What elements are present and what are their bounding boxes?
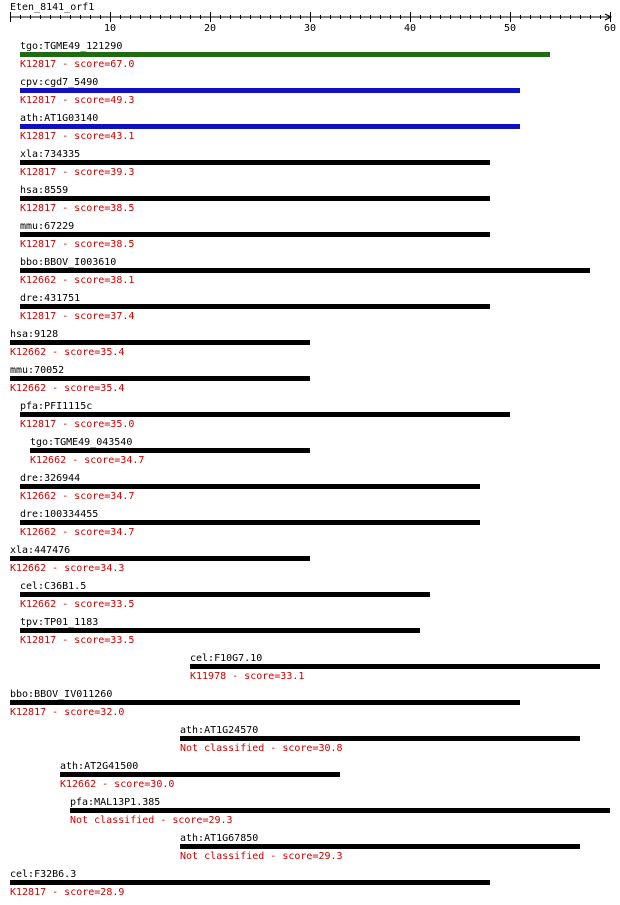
hit-alignment-bar[interactable] — [20, 52, 550, 57]
hit-entry[interactable] — [20, 293, 490, 322]
hit-entry[interactable] — [20, 221, 490, 250]
hit-score-label[interactable]: K12817 - score=39.3 — [20, 167, 135, 178]
hit-name[interactable]: dre:100334455 — [20, 509, 99, 520]
hit-name[interactable]: ath:AT2G41500 — [60, 761, 139, 772]
hit-alignment-bar[interactable] — [10, 700, 520, 705]
ruler-tick-label: 10 — [103, 23, 117, 34]
hit-alignment-bar[interactable] — [20, 160, 490, 165]
hit-entry[interactable] — [20, 149, 490, 178]
hit-score-label[interactable]: K12662 - score=34.7 — [20, 527, 135, 538]
hit-score-label[interactable]: K12662 - score=33.5 — [20, 599, 135, 610]
hit-entry[interactable] — [10, 689, 520, 718]
hit-alignment-bar[interactable] — [20, 268, 590, 273]
hit-entry[interactable] — [20, 77, 520, 106]
hit-entry[interactable] — [10, 365, 310, 394]
hit-name[interactable]: ath:AT1G24570 — [180, 725, 259, 736]
ruler-tick-label: 20 — [203, 23, 217, 34]
hit-name[interactable]: hsa:8559 — [20, 185, 69, 196]
hit-alignment-bar[interactable] — [10, 556, 310, 561]
hit-score-label[interactable]: K12817 - score=35.0 — [20, 419, 135, 430]
hit-entry[interactable] — [10, 329, 310, 358]
hit-entry[interactable] — [20, 185, 490, 214]
hit-alignment-bar[interactable] — [30, 448, 310, 453]
hit-score-label[interactable]: K12817 - score=32.0 — [10, 707, 125, 718]
hit-alignment-bar[interactable] — [20, 520, 480, 525]
hit-entry[interactable] — [20, 401, 510, 430]
hit-entry[interactable] — [20, 41, 550, 70]
hit-alignment-bar[interactable] — [20, 196, 490, 201]
hit-score-label[interactable]: K12662 - score=35.4 — [10, 347, 125, 358]
hit-score-label[interactable]: K12817 - score=43.1 — [20, 131, 135, 142]
hit-score-label[interactable]: K12662 - score=34.7 — [30, 455, 145, 466]
ruler-tick-label: 50 — [503, 23, 517, 34]
hit-entry[interactable] — [190, 653, 600, 682]
hit-entry[interactable] — [10, 545, 310, 574]
query-title: Eten_8141_orf1 — [10, 2, 95, 13]
hit-alignment-bar[interactable] — [10, 880, 490, 885]
hit-alignment-bar[interactable] — [20, 304, 490, 309]
hit-entry[interactable] — [20, 509, 480, 538]
hit-entry[interactable] — [20, 617, 420, 646]
hit-score-label[interactable]: K11978 - score=33.1 — [190, 671, 305, 682]
hit-alignment-bar[interactable] — [190, 664, 600, 669]
hit-score-label[interactable]: Not classified - score=30.8 — [180, 743, 343, 754]
hit-score-label[interactable]: K12817 - score=49.3 — [20, 95, 135, 106]
hit-score-label[interactable]: K12817 - score=38.5 — [20, 203, 135, 214]
hit-alignment-bar[interactable] — [20, 88, 520, 93]
ruler-tick-label: 60 — [603, 23, 617, 34]
hit-name[interactable]: cel:C36B1.5 — [20, 581, 87, 592]
hit-alignment-bar[interactable] — [20, 412, 510, 417]
hit-name[interactable]: ath:AT1G67850 — [180, 833, 259, 844]
ruler-tick-label: 30 — [303, 23, 317, 34]
hit-alignment-bar[interactable] — [20, 232, 490, 237]
hit-alignment-bar[interactable] — [180, 736, 580, 741]
hit-name[interactable]: pfa:MAL13P1.385 — [70, 797, 161, 808]
hit-entry[interactable] — [20, 473, 480, 502]
hit-score-label[interactable]: K12662 - score=38.1 — [20, 275, 135, 286]
hit-alignment-bar[interactable] — [20, 124, 520, 129]
hit-entry[interactable] — [60, 761, 340, 790]
hit-entry[interactable] — [20, 257, 590, 286]
hit-score-label[interactable]: K12817 - score=38.5 — [20, 239, 135, 250]
hit-name[interactable]: tgo:TGME49_121290 — [20, 41, 123, 52]
hit-name[interactable]: pfa:PFI1115c — [20, 401, 93, 412]
hit-name[interactable]: xla:734335 — [20, 149, 81, 160]
hit-alignment-bar[interactable] — [20, 628, 420, 633]
hit-alignment-bar[interactable] — [10, 376, 310, 381]
hit-alignment-bar[interactable] — [180, 844, 580, 849]
hit-score-label[interactable]: K12662 - score=34.7 — [20, 491, 135, 502]
hit-list — [10, 41, 610, 898]
ruler-tick-label: 40 — [403, 23, 417, 34]
hit-name[interactable]: mmu:70052 — [10, 365, 65, 376]
hit-score-label[interactable]: K12817 - score=33.5 — [20, 635, 135, 646]
hit-name[interactable]: hsa:9128 — [10, 329, 59, 340]
hit-score-label[interactable]: K12662 - score=30.0 — [60, 779, 175, 790]
position-ruler — [10, 12, 616, 34]
hit-score-label[interactable]: K12817 - score=28.9 — [10, 887, 125, 898]
hit-name[interactable]: dre:431751 — [20, 293, 81, 304]
hit-entry[interactable] — [70, 797, 610, 826]
hit-name[interactable]: cpv:cgd7_5490 — [20, 77, 99, 88]
hit-name[interactable]: mmu:67229 — [20, 221, 75, 232]
hit-name[interactable]: xla:447476 — [10, 545, 71, 556]
hit-entry[interactable] — [20, 113, 520, 142]
hit-entry[interactable] — [180, 725, 580, 754]
hit-alignment-bar[interactable] — [70, 808, 610, 813]
hit-name[interactable]: bbo:BBOV_IV011260 — [10, 689, 113, 700]
hit-alignment-bar[interactable] — [10, 340, 310, 345]
hit-score-label[interactable]: K12662 - score=34.3 — [10, 563, 125, 574]
hit-score-label[interactable]: K12817 - score=37.4 — [20, 311, 135, 322]
hit-name[interactable]: cel:F32B6.3 — [10, 869, 77, 880]
hit-alignment-bar[interactable] — [20, 592, 430, 597]
hit-entry[interactable] — [10, 869, 490, 898]
hit-name[interactable]: bbo:BBOV_I003610 — [20, 257, 117, 268]
hit-entry[interactable] — [180, 833, 580, 862]
hit-score-label[interactable]: Not classified - score=29.3 — [180, 851, 343, 862]
hit-entry[interactable] — [30, 437, 310, 466]
hit-entry[interactable] — [20, 581, 430, 610]
hit-score-label[interactable]: Not classified - score=29.3 — [70, 815, 233, 826]
hit-score-label[interactable]: K12817 - score=67.0 — [20, 59, 135, 70]
hit-name[interactable]: ath:AT1G03140 — [20, 113, 99, 124]
hit-alignment-bar[interactable] — [60, 772, 340, 777]
hit-score-label[interactable]: K12662 - score=35.4 — [10, 383, 125, 394]
hit-name[interactable]: tgo:TGME49_043540 — [30, 437, 133, 448]
hit-alignment-bar[interactable] — [20, 484, 480, 489]
hit-name[interactable]: tpv:TP01_1183 — [20, 617, 99, 628]
hit-name[interactable]: cel:F10G7.10 — [190, 653, 263, 664]
hit-name[interactable]: dre:326944 — [20, 473, 81, 484]
